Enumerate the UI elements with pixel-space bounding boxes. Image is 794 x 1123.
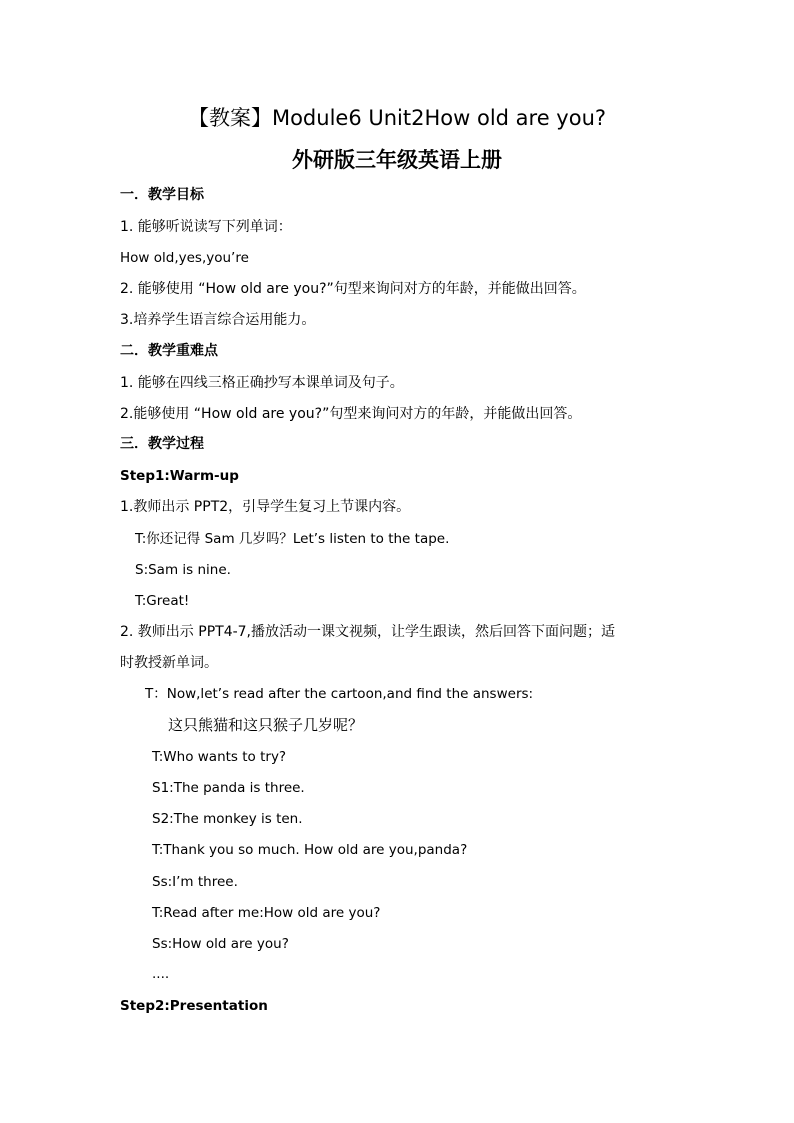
key-point-item-2: 2.能够使用 “How old are you?”句型来询问对方的年龄，并能做出回答。 <box>120 406 582 422</box>
section-heading-process: 三．教学过程 <box>120 436 204 452</box>
dialogue-question: 这只熊猫和这只猴子几岁呢？ <box>168 716 364 734</box>
dialogue-line: S1:The panda is three. <box>152 780 305 796</box>
objective-item-1: 1. 能够听说读写下列单词： <box>120 219 292 235</box>
dialogue-line: Ss:I’m three. <box>152 874 238 890</box>
objective-item-3: 3.培养学生语言综合运用能力。 <box>120 312 316 328</box>
dialogue-line: S:Sam is nine. <box>135 562 231 578</box>
step1-heading: Step1:Warm-up <box>120 468 239 484</box>
document-title: 【教案】Module6 Unit2How old are you? <box>187 106 607 130</box>
objective-words: How old,yes,you’re <box>120 250 249 266</box>
dialogue-line: S2:The monkey is ten. <box>152 811 303 827</box>
dialogue-line: Ss:How old are you? <box>152 936 289 952</box>
dialogue-line: T:Who wants to try? <box>152 749 287 765</box>
step1-item-1: 1.教师出示 PPT2，引导学生复习上节课内容。 <box>120 499 411 515</box>
dialogue-line: T：Now,let’s read after the cartoon,and find the answers: <box>145 686 534 702</box>
dialogue-line: T:你还记得 Sam 几岁吗？Let’s listen to the tape. <box>135 531 450 547</box>
dialogue-line: T:Great! <box>135 593 190 609</box>
dialogue-ellipsis: .... <box>152 966 170 982</box>
document-subtitle: 外研版三年级英语上册 <box>292 148 502 172</box>
objective-item-2: 2. 能够使用 “How old are you?”句型来询问对方的年龄，并能做出回答。 <box>120 281 586 297</box>
step1-item-2-continued: 时教授新单词。 <box>120 655 218 671</box>
dialogue-line: T:Read after me:How old are you? <box>152 905 381 921</box>
section-heading-objectives: 一．教学目标 <box>120 187 204 203</box>
step2-heading: Step2:Presentation <box>120 998 268 1014</box>
dialogue-line: T:Thank you so much. How old are you,panda? <box>152 842 468 858</box>
step1-item-2: 2. 教师出示 PPT4-7,播放活动一课文视频，让学生跟读，然后回答下面问题；适 <box>120 624 616 640</box>
section-heading-key-points: 二．教学重难点 <box>120 343 218 359</box>
key-point-item-1: 1. 能够在四线三格正确抄写本课单词及句子。 <box>120 375 404 391</box>
